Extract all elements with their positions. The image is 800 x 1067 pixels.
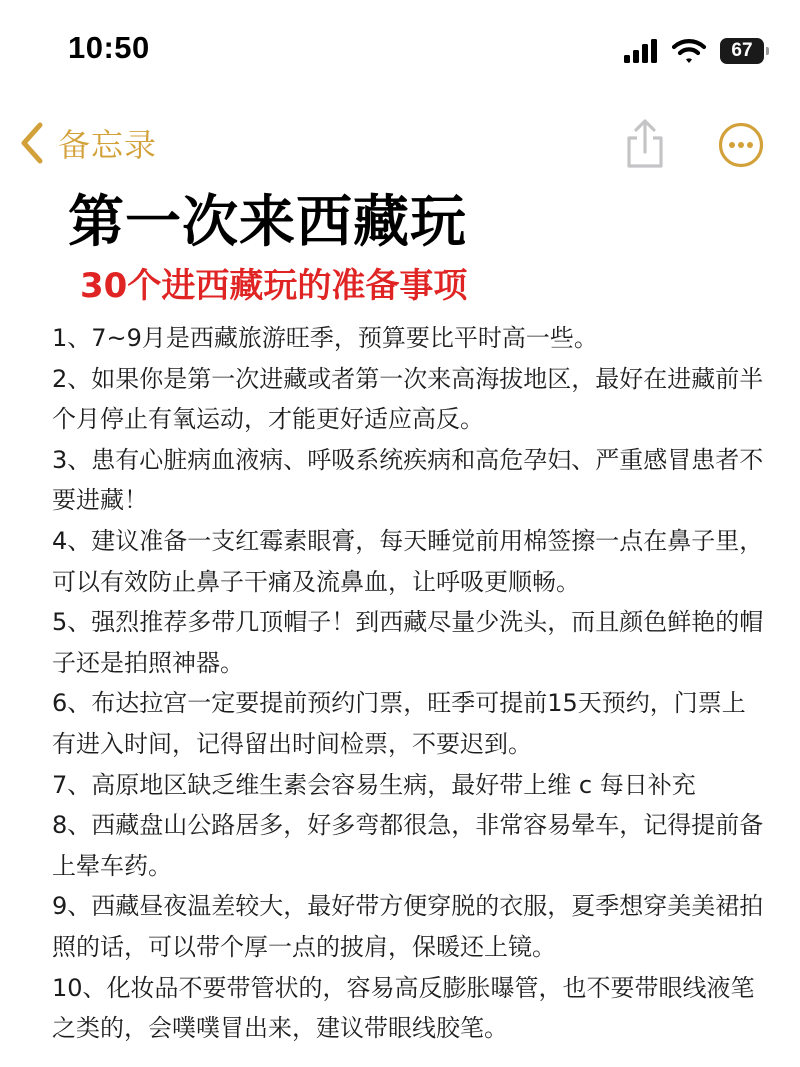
note-item: 6、布达拉宫一定要提前预约门票，旺季可提前15天预约，门票上有进入时间，记得留出时间检票，不要迟到。 (52, 689, 746, 758)
note-title: 第一次来西藏玩 (68, 190, 467, 255)
note-item: 9、西藏昼夜温差较大，最好带方便穿脱的衣服，夏季想穿美美裙拍照的话，可以带个厚一点的披肩，保暖还上镜。 (52, 892, 764, 961)
back-label: 备忘录 (58, 126, 158, 164)
note-item: 5、强烈推荐多带几顶帽子！到西藏尽量少洗头，而且颜色鲜艳的帽子还是拍照神器。 (52, 608, 764, 677)
more-icon (718, 122, 764, 168)
note-item: 4、建议准备一支红霉素眼膏，每天睡觉前用棉签擦一点在鼻子里，可以有效防止鼻子干痛及流鼻血，让呼吸更顺畅。 (52, 526, 764, 596)
chevron-left-icon (20, 121, 44, 165)
note-item: 8、西藏盘山公路居多，好多弯都很急，非常容易晕车，记得提前备上晕车药。 (52, 811, 764, 880)
note-item: 3、患有心脏病血液病、呼吸系统疾病和高危孕妇、严重感冒患者不要进藏！ (52, 445, 764, 515)
note-body[interactable] (52, 318, 764, 1049)
battery-level: 67 (731, 40, 753, 61)
note-item: 7、高原地区缺乏维生素会容易生病，最好带上维 c 每日补充 (52, 770, 696, 799)
wifi-icon (672, 38, 706, 64)
note-item: 2、如果你是第一次进藏或者第一次来高海拔地区，最好在进藏前半个月停止有氧运动，才能更好适应高反。 (52, 364, 764, 434)
status-icons (624, 38, 764, 64)
signal-icon (624, 39, 658, 63)
note-item: 1、7~9月是西藏旅游旺季，预算要比平时高一些。 (52, 324, 598, 352)
status-bar (0, 0, 800, 100)
more-button[interactable] (718, 122, 764, 168)
status-time: 10:50 (68, 30, 150, 65)
note-item: 10、化妆品不要带管状的，容易高反膨胀曝管，也不要带眼线液笔之类的，会噗噗冒出来，建议带眼线胶笔。 (52, 973, 755, 1043)
share-icon (622, 118, 668, 170)
back-button[interactable] (20, 120, 157, 166)
note-subtitle: 30个进西藏玩的准备事项 (80, 266, 468, 306)
share-button[interactable] (622, 118, 668, 170)
battery-icon (720, 38, 764, 64)
